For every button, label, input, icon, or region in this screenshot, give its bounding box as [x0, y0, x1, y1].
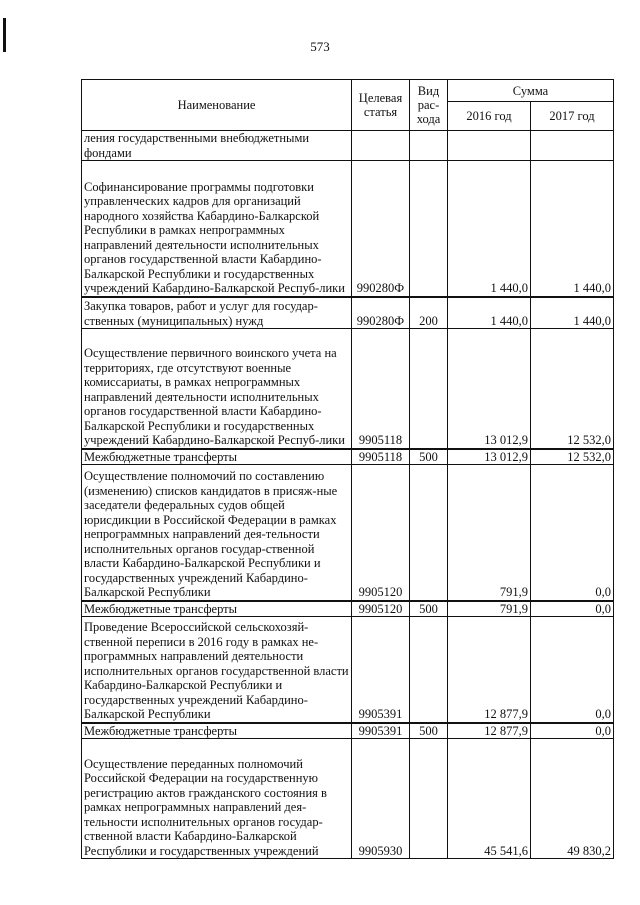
row-name: Межбюджетные трансферты [82, 601, 352, 617]
row-target-article [352, 131, 410, 161]
header-year-2016: 2016 год [448, 102, 531, 131]
row-sum-2017: 12 532,0 [531, 449, 614, 465]
row-expense-kind: 500 [410, 449, 448, 465]
table-row [82, 329, 614, 449]
row-target-article: 9905120 [352, 465, 410, 601]
row-name: ления государственными внебюджетными фондами [82, 131, 352, 161]
row-sum-2017: 12 532,0 [531, 329, 614, 449]
header-expense-kind [410, 80, 448, 131]
header-name: Наименование [82, 80, 352, 131]
row-target-article: 9905391 [352, 723, 410, 739]
row-expense-kind [410, 161, 448, 297]
table-row [82, 131, 614, 161]
row-name: Проведение Всероссийской сельскохозяй-ственной переписи в 2016 году в рамках не-программных направлений деятельности исполнительных органов государственной власти Кабардино-Балкарской Республики и государственных учреждений Кабардино-Балкарской Республики [82, 617, 352, 723]
row-expense-kind [410, 739, 448, 859]
header-target-article: Целевая статья [352, 80, 410, 131]
row-sum-2016: 791,9 [448, 465, 531, 601]
row-sum-2017 [531, 131, 614, 161]
header-kind-line-3: хода [416, 112, 441, 126]
row-target-article: 9905391 [352, 617, 410, 723]
row-sum-2017: 0,0 [531, 465, 614, 601]
row-target-article: 9905118 [352, 329, 410, 449]
page-number: 573 [310, 39, 330, 54]
row-expense-kind: 200 [410, 297, 448, 329]
table-row [82, 601, 614, 617]
table-row [82, 723, 614, 739]
row-sum-2016: 1 440,0 [448, 297, 531, 329]
row-name: Межбюджетные трансферты [82, 449, 352, 465]
table-row [82, 739, 614, 859]
row-sum-2016: 791,9 [448, 601, 531, 617]
header-year-2017: 2017 год [531, 102, 614, 131]
row-sum-2016: 13 012,9 [448, 329, 531, 449]
row-sum-2016: 1 440,0 [448, 161, 531, 297]
row-expense-kind [410, 131, 448, 161]
row-sum-2017: 1 440,0 [531, 297, 614, 329]
row-sum-2016: 12 877,9 [448, 617, 531, 723]
table-row [82, 449, 614, 465]
row-sum-2017: 0,0 [531, 617, 614, 723]
row-sum-2017: 1 440,0 [531, 161, 614, 297]
row-target-article: 9905118 [352, 449, 410, 465]
header-sum: Сумма [448, 80, 614, 102]
row-target-article: 9905930 [352, 739, 410, 859]
row-sum-2016: 13 012,9 [448, 449, 531, 465]
budget-table [81, 79, 614, 859]
header-kind-line-1: Вид [417, 84, 440, 98]
header-kind-line-2: рас- [417, 98, 440, 112]
row-sum-2017: 0,0 [531, 723, 614, 739]
row-sum-2017: 0,0 [531, 601, 614, 617]
row-sum-2016 [448, 131, 531, 161]
row-name: Закупка товаров, работ и услуг для государ-ственных (муниципальных) нужд [82, 297, 352, 329]
row-name: Осуществление первичного воинского учета на территориях, где отсутствуют военные комиссариаты, в рамках непрограммных направлений деятельности исполнительных органов государственной власти Кабардино-Балкарской Республики и государственных учреждений Кабардино-Балкарской Респуб-лики [82, 329, 352, 449]
row-expense-kind [410, 617, 448, 723]
row-name: Межбюджетные трансферты [82, 723, 352, 739]
row-expense-kind: 500 [410, 601, 448, 617]
row-expense-kind: 500 [410, 723, 448, 739]
row-name: Осуществление переданных полномочий Российской Федерации на государственную регистрацию актов гражданского состояния в рамках непрограммных направлений дея-тельности исполнительных органов государ-ственной власти Кабардино-Балкарской Республики и государственных учреждений [82, 739, 352, 859]
table-row [82, 161, 614, 297]
row-name: Софинансирование программы подготовки управленческих кадров для организаций народного хозяйства Кабардино-Балкарской Республики в рамках непрограммных направлений деятельности исполнительных органов государственной власти Кабардино-Балкарской Республики и государственных учреждений Кабардино-Балкарской Респуб-лики [82, 161, 352, 297]
row-target-article: 990280Ф [352, 161, 410, 297]
row-sum-2016: 45 541,6 [448, 739, 531, 859]
row-name: Осуществление полномочий по составлению (изменению) списков кандидатов в присяж-ные заседатели федеральных судов общей юрисдикции в Российской Федерации в рамках непрограммных направлений дея-тельности исполнительных органов государ-ственной власти Кабардино-Балкарской Республики и государственных учреждений Кабардино-Балкарской Республики [82, 465, 352, 601]
row-sum-2016: 12 877,9 [448, 723, 531, 739]
row-sum-2017: 49 830,2 [531, 739, 614, 859]
row-expense-kind [410, 329, 448, 449]
row-expense-kind [410, 465, 448, 601]
row-target-article: 9905120 [352, 601, 410, 617]
table-row [82, 617, 614, 723]
table-row [82, 297, 614, 329]
row-target-article: 990280Ф [352, 297, 410, 329]
table-row [82, 465, 614, 601]
